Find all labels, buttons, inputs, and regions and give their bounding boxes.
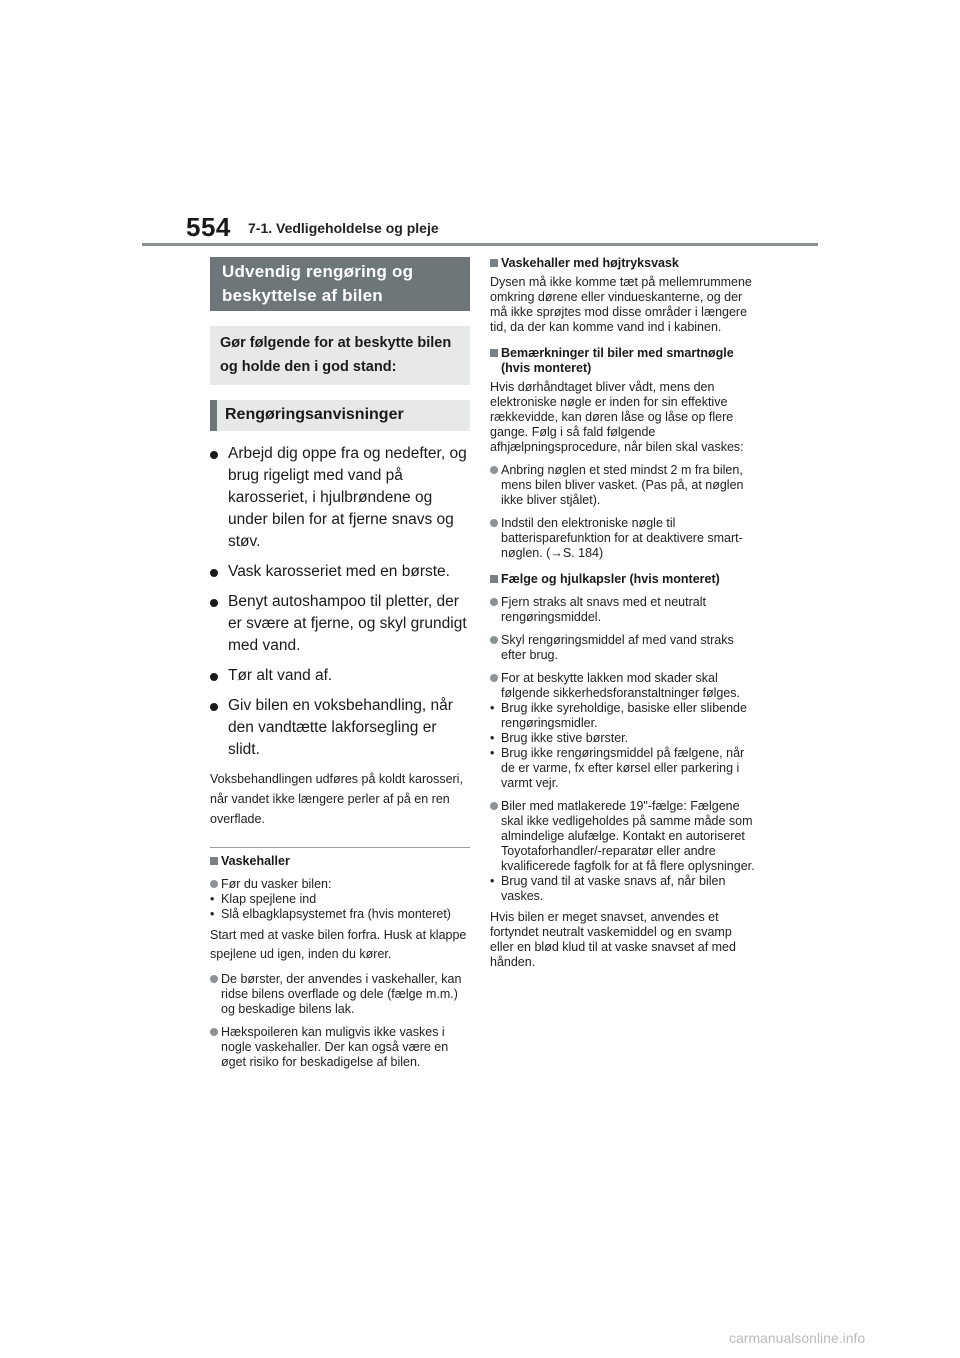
circle-bullet-icon [210, 975, 218, 983]
bullet-icon [210, 703, 218, 711]
list-item: Biler med matlakerede 19"-fælge: Fælgene skal ikke vedligeholdes på samme måde som almindelige alufælge. Kontakt en autoriseret Toyotaforhandler/-reparatør eller andre kvalificerede fagfolk for at få flere oplysninger. • Brug vand til at vaske snavs af, når bilen vaskes. [490, 799, 758, 904]
circle-bullet-icon [490, 466, 498, 474]
sub-list-item: • Klap spejlene ind [210, 892, 470, 907]
square-icon [490, 259, 498, 267]
intro-box: Gør følgende for at beskytte bilen og holde den i god stand: [210, 326, 470, 385]
paragraph: Hvis bilen er meget snavset, anvendes et fortyndet neutralt vaskemiddel og en svamp eller en blød klud til at vaske snavset af med hånden. [490, 910, 736, 969]
right-column [490, 256, 758, 970]
cleaning-list [210, 443, 470, 761]
square-icon [490, 349, 498, 357]
list-item: Før du vasker bilen: • Klap spejlene ind • Slå elbagklapsystemet fra (hvis monteret) [210, 877, 470, 922]
sub-list [501, 701, 758, 791]
paragraph: Dysen må ikke komme tæt på mellemrummene omkring dørene eller vindueskanterne, og der må ikke sprøjtes mod disse områder i længere tid, da der kan komme vand ind i kabinen. [490, 275, 752, 334]
bullet-icon [210, 599, 218, 607]
car-wash-heading: Vaskehaller [210, 854, 470, 869]
bullet-icon [210, 569, 218, 577]
watermark: carmanualsonline.info [729, 1330, 866, 1346]
circle-bullet-icon [490, 519, 498, 527]
circle-bullet-icon [490, 674, 498, 682]
sub-list-item: • Brug vand til at vaske snavs af, når bilen vaskes. [490, 874, 758, 904]
wax-note: Voksbehandlingen udføres på koldt karosseri, når vandet ikke længere perler af på en ren overflade. [210, 772, 463, 826]
rims-heading: Fælge og hjulkapsler (hvis monteret) [490, 572, 758, 587]
list-item: Skyl rengøringsmiddel af med vand straks efter brug. [490, 633, 758, 663]
list-item: Tør alt vand af. [210, 665, 470, 687]
sub-list-item: • Brug ikke rengøringsmiddel på fælgene, når de er varme, fx efter kørsel eller parkering i varmt vejr. [490, 746, 758, 791]
list-item: De børster, der anvendes i vaskehaller, kan ridse bilens overflade og dele (fælge m.m.) og beskadige bilens lak. [210, 972, 470, 1017]
list-item: Vask karosseriet med en børste. [210, 561, 470, 583]
page-number: 554 [186, 212, 231, 242]
list-item: Benyt autoshampoo til pletter, der er svære at fjerne, og skyl grundigt med vand. [210, 591, 470, 657]
section-title: 7-1. Vedligeholdelse og pleje [248, 220, 439, 236]
bullet-icon [210, 451, 218, 459]
list-item: Anbring nøglen et sted mindst 2 m fra bilen, mens bilen bliver vasket. (Pas på, at nøglen ikke bliver stjålet). [490, 463, 758, 508]
sub-list [501, 874, 758, 904]
list-item: Giv bilen en voksbehandling, når den vandtætte lakforsegling er slidt. [210, 695, 470, 761]
square-icon [210, 857, 218, 865]
divider [210, 847, 470, 848]
circle-bullet-icon [490, 636, 498, 644]
cleaning-heading: Rengøringsanvisninger [210, 400, 470, 431]
bullet-icon [210, 673, 218, 681]
sub-list [221, 892, 470, 922]
circle-bullet-icon [210, 880, 218, 888]
sub-list-item: • Slå elbagklapsystemet fra (hvis monteret) [210, 907, 470, 922]
list-item: Hækspoileren kan muligvis ikke vaskes i nogle vaskehaller. Der kan også være en øget risiko for beskadigelse af bilen. [210, 1025, 470, 1070]
list-item: Arbejd dig oppe fra og nedefter, og brug rigeligt med vand på karosseriet, i hjulbrøndene og under bilen for at fjerne snavs og støv. [210, 443, 470, 553]
main-heading: Udvendig rengøring og beskyttelse af bilen [210, 257, 470, 311]
list-item: For at beskytte lakken mod skader skal følgende sikkerhedsforanstaltninger følges. • Brug ikke syreholdige, basiske eller slibende rengøringsmidler. • Brug ikke stive børster. • Brug ikke rengøringsmiddel på fælgene, når de er varme, fx efter kørsel eller parkering i varmt vejr. [490, 671, 758, 791]
header-rule [142, 243, 818, 246]
paragraph: Start med at vaske bilen forfra. Husk at klappe spejlene ud igen, inden du kører. [210, 928, 467, 961]
circle-bullet-icon [210, 1028, 218, 1036]
sub-list-item: • Brug ikke syreholdige, basiske eller slibende rengøringsmidler. [490, 701, 758, 731]
list-item: Fjern straks alt snavs med et neutralt rengøringsmiddel. [490, 595, 758, 625]
high-pressure-heading: Vaskehaller med højtryksvask [490, 256, 758, 271]
circle-bullet-icon [490, 598, 498, 606]
sub-list-item: • Brug ikke stive børster. [490, 731, 758, 746]
square-icon [490, 575, 498, 583]
paragraph: Hvis dørhåndtaget bliver vådt, mens den elektroniske nøgle er inden for sin effektive rækkevidde, kan døren låse og låse op flere gange. Følg i så fald følgende afhjælpningsprocedure, når bilen skal vaskes: [490, 380, 744, 454]
list-item: Indstil den elektroniske nøgle til batterisparefunktion for at deaktivere smart-nøglen. (→S. 184) [490, 516, 758, 561]
left-column [210, 257, 470, 1070]
smart-key-heading: Bemærkninger til biler med smartnøgle (hvis monteret) [490, 346, 758, 376]
circle-bullet-icon [490, 802, 498, 810]
